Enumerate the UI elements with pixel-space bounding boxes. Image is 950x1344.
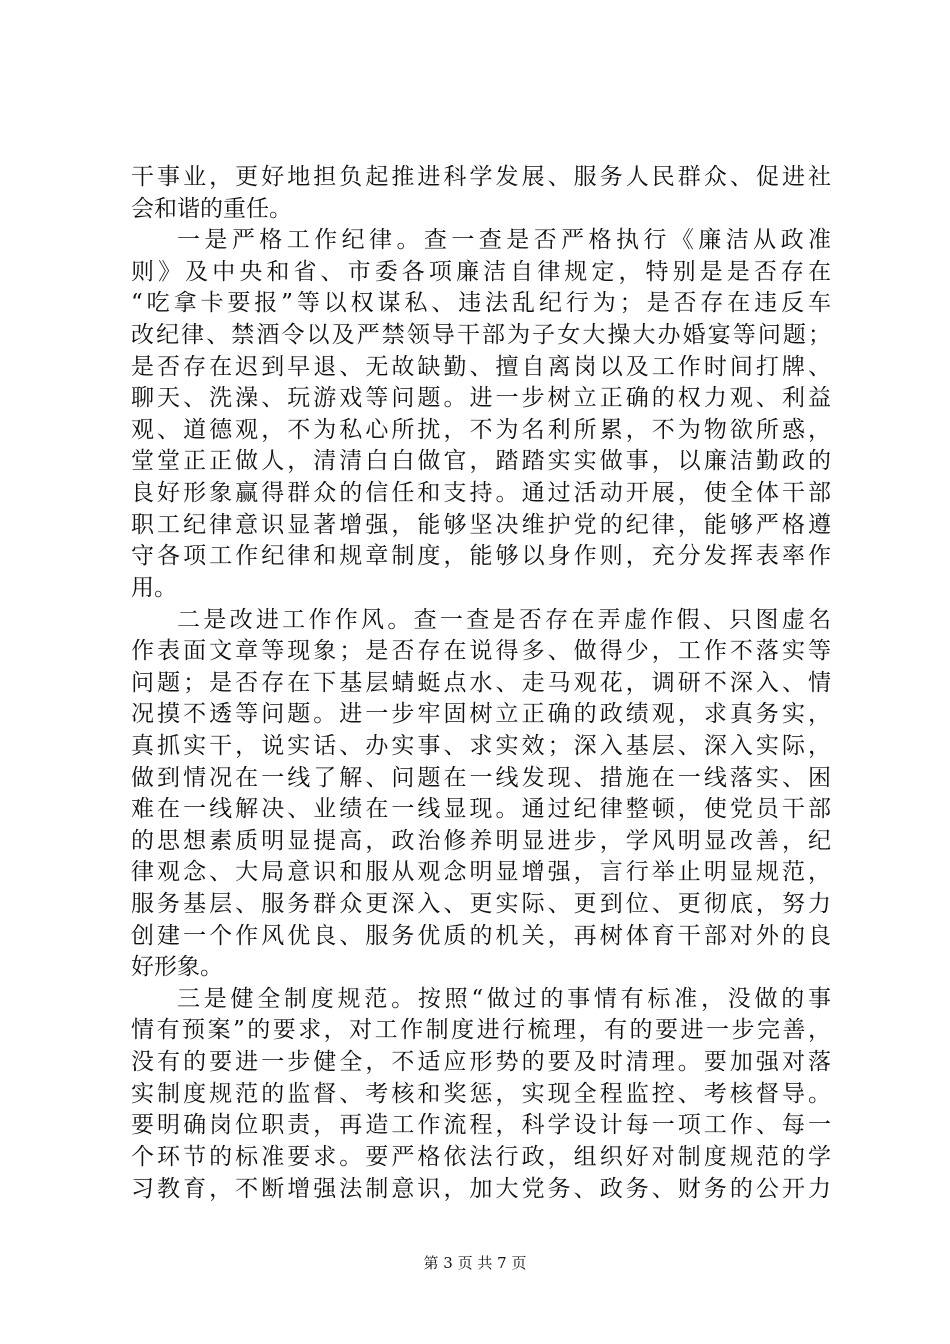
text-line: 服务基层、服务群众更深入、更实际、更到位、更彻底，努力	[131, 891, 831, 918]
paragraph-first-line: 三是健全制度规范。按照“做过的事情有标准，没做的事	[177, 985, 831, 1012]
text-line: 守各项工作纪律和规章制度，能够以身作则，充分发挥表率作	[131, 543, 831, 570]
text-line: 作表面文章等现象；是否存在说得多、做得少，工作不落实等	[131, 638, 831, 665]
text-line: 创建一个作风优良、服务优质的机关，再树体育干部对外的良	[131, 922, 831, 949]
text-line: 是否存在迟到早退、无故缺勤、擅自离岗以及工作时间打牌、	[131, 353, 831, 380]
text-line: 做到情况在一线了解、问题在一线发现、措施在一线落实、困	[131, 764, 831, 791]
text-line: 没有的要进一步健全，不适应形势的要及时清理。要加强对落	[131, 1049, 831, 1076]
text-line: 的思想素质明显提高，政治修养明显进步，学风明显改善，纪	[131, 827, 831, 854]
paragraph-first-line: 二是改进工作作风。查一查是否存在弄虚作假、只图虚名	[177, 606, 831, 633]
text-line: 个环节的标准要求。要严格依法行政，组织好对制度规范的学	[131, 1143, 831, 1170]
text-line: 良好形象赢得群众的信任和支持。通过活动开展，使全体干部	[131, 480, 831, 507]
text-line: 会和谐的重任。	[131, 195, 292, 222]
text-line: 用。	[131, 574, 177, 601]
text-line: 况摸不透等问题。进一步牢固树立正确的政绩观，求真务实，	[131, 701, 831, 728]
text-line: 则》及中央和省、市委各项廉洁自律规定，特别是是否存在	[131, 258, 831, 285]
text-line: 习教育，不断增强法制意识，加大党务、政务、财务的公开力	[131, 1175, 831, 1202]
text-line: 律观念、大局意识和服从观念明显增强，言行举止明显规范，	[131, 859, 831, 886]
text-line: 要明确岗位职责，再造工作流程，科学设计每一项工作、每一	[131, 1112, 831, 1139]
text-line: “吃拿卡要报”等以权谋私、违法乱纪行为；是否存在违反车	[131, 290, 831, 317]
text-line: 改纪律、禁酒令以及严禁领导干部为子女大操大办婚宴等问题；	[131, 322, 831, 349]
text-line: 情有预案”的要求，对工作制度进行梳理，有的要进一步完善，	[131, 1017, 831, 1044]
text-line: 职工纪律意识显著增强，能够坚决维护党的纪律，能够严格遵	[131, 511, 831, 538]
text-line: 观、道德观，不为私心所扰，不为名利所累，不为物欲所惑，	[131, 416, 831, 443]
document-body	[131, 162, 831, 1205]
text-line: 真抓实干，说实话、办实事、求实效；深入基层、深入实际，	[131, 732, 831, 759]
text-line: 堂堂正正做人，清清白白做官，踏踏实实做事，以廉洁勤政的	[131, 448, 831, 475]
text-line: 好形象。	[131, 954, 223, 981]
text-line: 实制度规范的监督、考核和奖惩，实现全程监控、考核督导。	[131, 1080, 831, 1107]
paragraph-first-line: 一是严格工作纪律。查一查是否严格执行《廉洁从政准	[177, 227, 831, 254]
text-line: 问题；是否存在下基层蜻蜓点水、走马观花，调研不深入、情	[131, 669, 831, 696]
text-line: 难在一线解决、业绩在一线显现。通过纪律整顿，使党员干部	[131, 796, 831, 823]
text-line: 干事业，更好地担负起推进科学发展、服务人民群众、促进社	[131, 164, 831, 190]
page-number-footer: 第 3 页 共 7 页	[423, 1254, 527, 1272]
text-line: 聊天、洗澡、玩游戏等问题。进一步树立正确的权力观、利益	[131, 385, 831, 412]
